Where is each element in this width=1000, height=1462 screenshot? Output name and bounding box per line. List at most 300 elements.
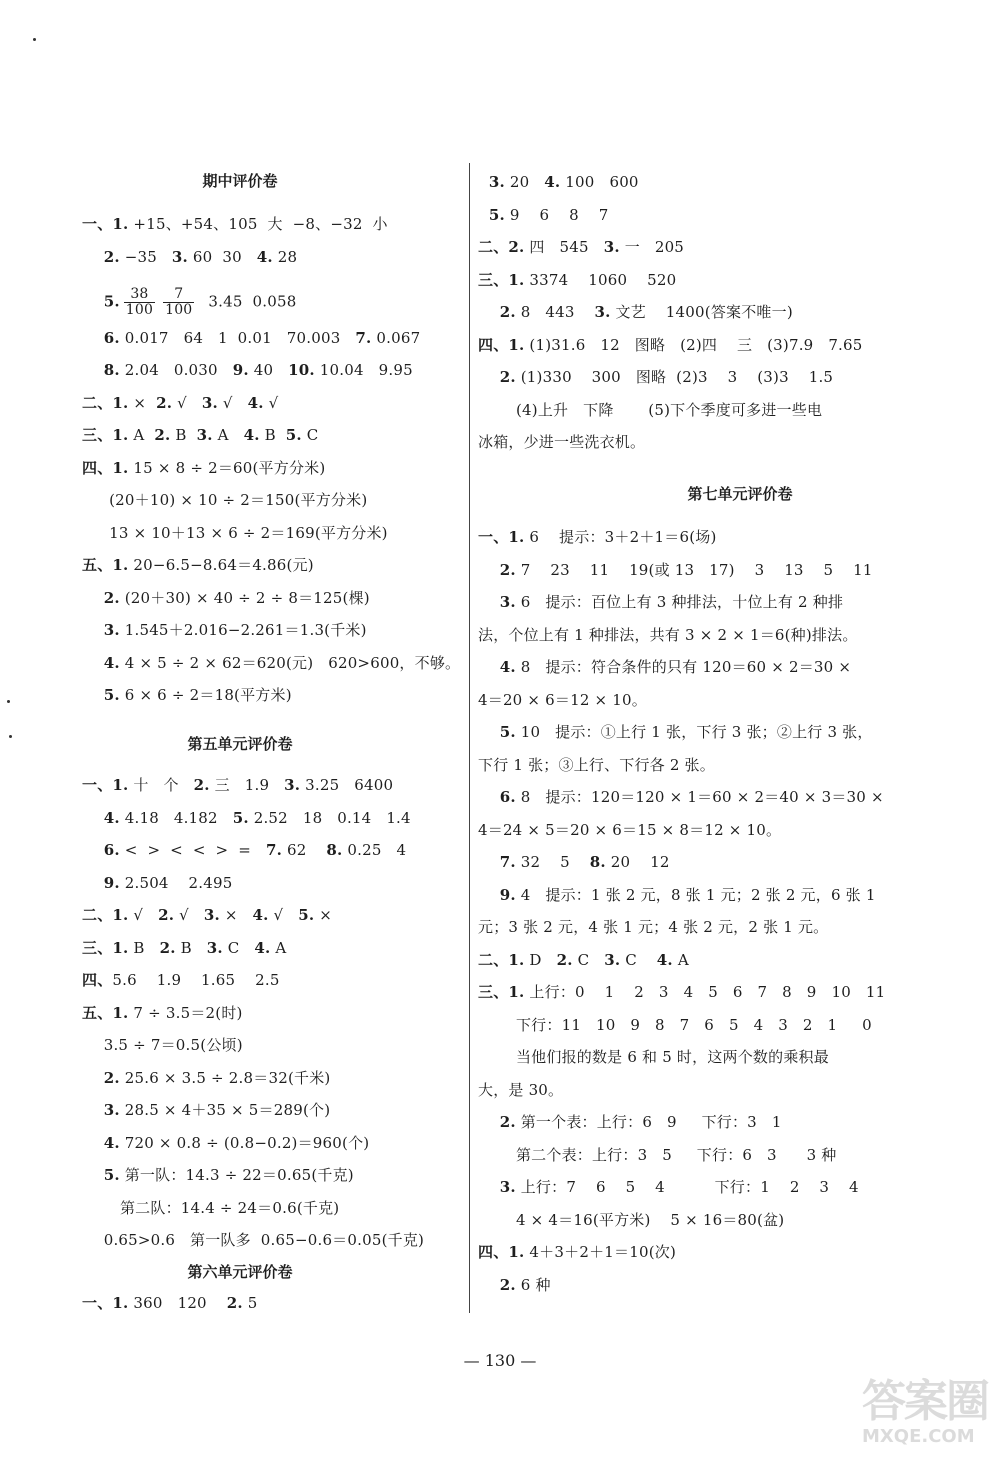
answer-line [478,302,793,322]
answer-text: B [170,426,197,444]
answer-line [478,1177,859,1197]
answer-line [82,458,325,478]
answer-text: 8 443 [515,303,595,321]
answer-text: × [314,906,333,924]
question-number: 5. [103,292,120,311]
answer-text: 10 提示：①上行 1 张，下行 3 张；②上行 3 张， [515,723,873,741]
section-label [82,1134,104,1152]
answer-text: 5 [242,1294,258,1312]
answer-line [478,367,833,387]
answer-line [478,432,645,452]
section-label [82,654,104,672]
answer-line [82,1198,339,1218]
section-label [82,809,104,827]
question-number: 4. [254,938,271,957]
fraction-numerator: 38 [124,287,155,303]
question-number: 9. [232,361,249,379]
answer-line [478,625,858,645]
answer-text: 13 × 10＋13 × 6 ÷ 2＝169(平方分米) [109,523,388,542]
answer-text: 7 23 11 19(或 13 17) 3 13 5 11 [515,560,873,579]
question-number: 5. [298,906,315,924]
answer-text: 4＝24 × 5＝20 × 6＝15 × 8＝12 × 10。 [478,820,782,839]
question-number: 1. [508,270,525,289]
section-label [478,1048,516,1066]
answer-text: 0.65>0.6 第一队多 0.65−0.6＝0.05(千克) [103,1231,425,1249]
question-number: 2. [103,588,120,607]
fraction-numerator: 7 [163,287,194,303]
question-number: 2. [556,950,573,969]
answer-text: (20＋10) × 10 ÷ 2＝150(平方分米) [109,491,368,509]
question-number: 2. [508,238,525,256]
question-number: 2. [499,368,516,386]
section-label [478,788,500,806]
question-number: 2. [159,938,176,957]
answer-text: 4 × 5 ÷ 2 × 62＝620(元) 620>600，不够。 [119,653,461,672]
fraction [124,287,155,318]
question-number: 4. [103,808,120,827]
answer-line [478,1080,563,1100]
answer-line [478,722,873,742]
answer-text: 法，个位上有 1 种排法，共有 3 × 2 × 1＝6(种)排法。 [478,625,858,644]
question-number: 3. [603,238,620,256]
section-label [478,561,500,579]
fraction-denominator: 100 [165,302,193,318]
question-number: 4. [103,1133,120,1152]
answer-text: 4 × 4＝16(平方米) 5 × 16＝80(盆) [515,1210,785,1229]
answer-text: 当他们报的数是 6 和 5 时，这两个数的乘积最 [515,1048,829,1066]
section-label: 二、 [478,950,509,969]
answer-text: √ [128,906,159,924]
answer-line [82,1293,257,1313]
question-number: 2. [226,1294,243,1312]
answer-line [82,588,370,608]
answer-text: 6 × 6 ÷ 2＝18(平方米) [119,686,292,704]
question-number: 2. [499,560,516,579]
section-title: 第六单元评价卷 [187,1263,293,1281]
answer-text: C [572,950,605,969]
answer-text: × [128,393,157,412]
section-label: 一、 [82,776,113,794]
question-number: 9. [499,885,516,904]
question-number: 4. [499,658,516,676]
question-number: 5. [103,686,120,704]
question-number: 9. [103,873,120,892]
answer-line [82,1133,369,1153]
answer-line [478,527,717,547]
answer-text: 720 × 0.8 ÷ (0.8−0.2)＝960(个) [119,1133,370,1152]
answer-line [478,1047,829,1067]
answer-text: 四 545 [524,238,604,256]
section-label [82,248,104,266]
question-number: 4. [103,653,120,672]
answer-line [82,808,411,828]
answer-text: 6 种 [515,1275,551,1294]
answer-line [478,1275,551,1295]
section-label [82,293,104,311]
section-label [478,368,500,386]
answer-text: 上行：7 6 5 4 下行：1 2 3 4 [515,1178,859,1196]
question-number: 6. [103,841,120,859]
section-label: 三、 [82,938,113,957]
question-number: 8. [589,853,606,871]
answer-text: 15 × 8 ÷ 2＝60(平方分米) [128,458,326,477]
scan-speck [9,735,12,738]
question-number: 3. [488,173,505,191]
section-label: 五、 [82,1003,113,1022]
answer-text: 1.545＋2.016−2.261＝1.3(千米) [119,621,367,639]
scan-speck [7,700,10,703]
answer-line [82,840,406,860]
answer-text: C [301,426,319,444]
question-number: 1. [112,776,129,794]
scan-speck [33,38,36,41]
question-number: 5. [232,808,249,827]
answer-line [478,917,828,937]
question-number: 1. [112,215,129,233]
answer-text: 第二个表：上行：3 5 下行：6 3 3 种 [515,1145,837,1164]
question-number: 7. [355,328,372,347]
answer-line [478,852,670,872]
answer-text: (1)31.6 12 图略 (2)四 三 (3)7.9 7.65 [524,335,863,354]
answer-text: × [219,906,253,924]
answer-line [82,328,420,348]
answer-line [82,393,278,413]
answer-line [82,685,292,705]
answer-text: 40 [248,361,289,379]
section-label [82,1101,104,1119]
section-label [478,853,500,871]
section-label [82,361,104,379]
answer-line [478,1210,784,1230]
answer-line [82,555,314,575]
answer-text: A [128,426,155,444]
question-number: 4. [243,426,260,444]
answer-text: 2.504 2.495 [119,873,233,892]
answer-text: 6 提示：3＋2＋1＝6(场) [524,528,717,546]
section-label [478,1146,516,1164]
section-label: 三、 [478,270,509,289]
section-label [82,874,104,892]
section-label [478,401,516,419]
answer-line [478,1015,872,1035]
answer-line [82,873,233,893]
answer-text: 8 提示：120＝120 × 1＝60 × 2＝40 × 3＝30 × [515,788,884,806]
answer-line [478,237,684,257]
section-label [82,621,104,639]
question-number: 1. [112,1294,129,1312]
section-label: 三、 [478,983,509,1001]
answer-text: √ [268,906,299,924]
answer-line [82,775,393,795]
answer-text: +15、+54、105 大 −8、−32 小 [128,215,388,233]
question-number: 1. [112,1003,129,1022]
section-label: 四、 [82,458,113,477]
question-number: 8. [103,361,120,379]
section-title: 第五单元评价卷 [187,735,293,753]
question-number: 3. [499,1178,516,1196]
answer-line [82,905,332,925]
answer-text: 0.067 [371,328,421,347]
section-label [478,173,489,191]
answer-text: C [222,938,255,957]
answer-line [478,950,689,970]
answer-text: (20＋30) × 40 ÷ 2 ÷ 8＝125(棵) [119,588,370,607]
section-label: 四、 [82,971,113,989]
answer-line [478,755,715,775]
section-label: 二、 [82,393,113,412]
section-label [82,524,109,542]
answer-text: (1)330 300 图略 (2)3 3 (3)3 1.5 [515,368,834,386]
column-divider [469,163,470,1313]
section-label: 四、 [478,1243,509,1261]
answer-text: 4.18 4.182 [119,808,233,827]
answer-text: 3374 1060 520 [524,270,677,289]
answer-text: 28 [272,247,298,266]
answer-line [478,657,851,677]
question-number: 7. [265,841,282,859]
question-number: 10. [288,361,315,379]
section-label [478,1211,516,1229]
question-number: 4. [656,950,673,969]
answer-text: 20−6.5−8.64＝4.86(元) [128,556,314,574]
answer-line [82,938,286,958]
answer-text: −35 [119,247,172,266]
question-number: 1. [508,528,525,546]
answer-line [478,560,873,580]
answer-text: √ [172,393,202,412]
answer-line [478,172,639,192]
section-label: 二、 [478,238,509,256]
section-label [82,841,104,859]
section-label [478,1016,516,1034]
answer-text: 25.6 × 3.5 ÷ 2.8＝32(千米) [119,1068,331,1087]
answer-text: 第二队：14.4 ÷ 24＝0.6(千克) [119,1198,340,1217]
question-number: 5. [285,426,302,444]
question-number: 5. [103,1166,120,1184]
watermark-url-text: MXQE.COM [862,1426,975,1447]
answer-line [478,1112,782,1132]
question-number: 2. [499,1275,516,1294]
answer-text: 9 6 8 7 [504,205,609,224]
answer-text: 62 [282,841,327,859]
section-label [82,1231,104,1249]
answer-line [478,885,876,905]
answer-text: 20 12 [605,853,670,871]
answer-line [82,1035,243,1055]
section-title: 期中评价卷 [202,172,278,190]
answer-text: A [212,426,244,444]
fraction [163,287,194,318]
section-label [478,206,489,224]
question-number: 5. [488,205,505,224]
question-number: 1. [112,393,129,412]
question-number: 3. [201,393,218,412]
answer-line [82,1100,330,1120]
question-number: 3. [171,247,188,266]
answer-line [478,820,781,840]
section-label [82,1199,120,1217]
answer-text: 4＝20 × 6＝12 × 10。 [478,690,647,709]
answer-text: 下行：11 10 9 8 7 6 5 4 3 2 1 0 [515,1015,872,1034]
answer-text: 2.52 18 0.14 1.4 [248,808,411,827]
answer-line [82,1003,243,1023]
answer-text: 十 个 [128,776,194,794]
question-number: 7. [499,853,516,871]
question-number: 1. [508,1243,525,1261]
answer-line [478,787,884,807]
answer-line [478,205,608,225]
answer-line [82,1068,330,1088]
answer-text: 第一队：14.3 ÷ 22＝0.65(千克) [119,1166,354,1184]
question-number: 1. [112,556,129,574]
answer-line [82,287,296,318]
answer-text: 7 ÷ 3.5＝2(时) [128,1003,243,1022]
answer-text: C [620,950,657,969]
fraction-denominator: 100 [125,302,154,318]
answer-text: A [672,950,689,969]
answer-text: B [128,938,160,957]
answer-text: 0.017 64 1 0.01 70.003 [119,328,356,347]
page-number: — 130 — [463,1351,537,1370]
section-label [82,329,104,347]
section-label [478,1178,500,1196]
question-number: 2. [499,303,516,321]
answer-text: 6 提示：百位上有 3 种排法，十位上有 2 种排 [515,593,844,611]
answer-text: 5.6 1.9 1.65 2.5 [112,971,280,989]
answer-text: 一 205 [619,238,685,256]
section-label [478,593,500,611]
question-number: 2. [158,906,175,924]
question-number: 3. [196,426,213,444]
question-number: 3. [203,906,220,924]
answer-line [478,335,863,355]
answer-text: A [270,938,287,957]
watermark-logo [862,1378,992,1458]
answer-text: D [524,950,557,969]
question-number: 2. [103,1068,120,1087]
question-number: 6. [103,328,120,347]
answer-text: 3.25 6400 [300,776,394,794]
answer-line [82,523,388,543]
question-number: 1. [112,938,129,957]
question-number: 4. [252,906,269,924]
answer-text: 2.04 0.030 [119,361,233,379]
question-number: 3. [103,1101,120,1119]
section-label: 五、 [82,556,113,574]
section-label: 三、 [82,426,113,444]
question-number: 2. [499,1113,516,1131]
question-number: 8. [326,841,343,859]
answer-text: (4)上升 下降 (5)下个季度可多进一些电 [515,400,823,419]
question-number: 3. [284,776,301,794]
question-number: 1. [112,426,129,444]
question-number: 4. [247,393,264,412]
section-label: 一、 [82,215,113,233]
answer-text: 10.04 9.95 [314,361,413,379]
answer-text: 大，是 30。 [478,1080,564,1099]
answer-text: 元；3 张 2 元，4 张 1 元；4 张 2 元，2 张 1 元。 [478,918,829,936]
answer-text: 文艺 1400(答案不唯一) [610,303,793,321]
answer-text: 0.25 4 [342,841,407,859]
answer-line [478,982,885,1002]
answer-text: 第一个表：上行：6 9 下行：3 1 [515,1113,782,1131]
answer-text: 360 120 [128,1294,227,1312]
question-number: 3. [604,950,621,969]
answer-text: < > < < > = [119,841,266,859]
answer-text: 冰箱，少进一些洗衣机。 [478,433,646,451]
section-label [82,589,104,607]
answer-line [82,620,367,640]
question-number: 3. [594,303,611,321]
answer-text: √ [263,393,279,412]
question-number: 2. [193,776,210,794]
question-number: 1. [112,906,129,924]
section-label [478,1276,500,1294]
question-number: 6. [499,788,516,806]
section-label: 一、 [82,1294,113,1312]
section-label: 四、 [478,335,509,354]
answer-text: √ [217,393,248,412]
answer-line [82,425,319,445]
answer-text: 4＋3＋2＋1＝10(次) [524,1243,677,1261]
answer-text: 4 提示：1 张 2 元，8 张 1 元；2 张 2 元，6 张 1 [515,885,876,904]
answer-line [82,360,413,380]
answer-line [82,247,297,267]
section-label [82,686,104,704]
answer-text: 60 30 [187,247,257,266]
section-label [478,303,500,321]
answer-text: 20 [504,173,545,191]
section-label [82,1166,104,1184]
answer-text: B [259,426,286,444]
answer-text: B [175,938,207,957]
question-number: 2. [103,247,120,266]
section-label [478,1113,500,1131]
section-title: 第七单元评价卷 [687,485,793,503]
answer-text: 3.45 0.058 [198,292,297,311]
answer-line [82,970,280,990]
answer-line [478,400,822,420]
answer-text: 下行 1 张；③上行、下行各 2 张。 [478,755,715,774]
question-number: 1. [112,458,129,477]
answer-line [478,270,676,290]
answer-text: 32 5 [515,853,590,871]
answer-line [82,1230,424,1250]
question-number: 5. [499,723,516,741]
section-label [82,1069,104,1087]
section-label [478,658,500,676]
answer-text: 三 1.9 [209,776,285,794]
answer-text: 28.5 × 4＋35 × 5＝289(个) [119,1101,331,1119]
question-number: 3. [103,621,120,639]
section-label [478,723,500,741]
section-label [478,886,500,904]
question-number: 1. [508,983,525,1001]
section-label [82,1036,104,1054]
answer-line [478,690,647,710]
watermark-logo-text: 答案圈 [862,1376,988,1427]
section-label: 一、 [478,528,509,546]
question-number: 3. [499,593,516,611]
answer-line [82,214,388,234]
answer-line [478,592,843,612]
answer-text: 100 600 [560,173,639,191]
answer-text: 3.5 ÷ 7＝0.5(公顷) [103,1036,243,1054]
section-label [82,491,109,509]
question-number: 2. [156,393,173,412]
answer-text: 8 提示：符合条件的只有 120＝60 × 2＝30 × [515,658,852,676]
answer-text: √ [174,906,204,924]
